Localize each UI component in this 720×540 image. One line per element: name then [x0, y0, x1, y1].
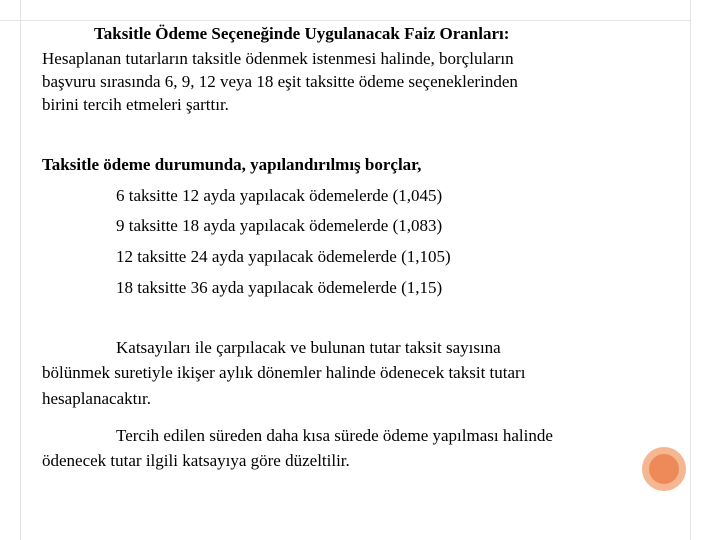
- frame-right-line: [690, 0, 691, 540]
- para2-line-2: bölünmek suretiyle ikişer aylık dönemler halinde ödenecek taksit tutarı: [42, 363, 526, 382]
- para3-line-2: ödenecek tutar ilgili katsayıya göre düzeltilir.: [42, 451, 350, 470]
- para3-line-1: Tercih edilen süreden daha kısa sürede ödeme yapılması halinde: [116, 426, 553, 445]
- frame-left-line: [20, 0, 21, 540]
- bold-statement: Taksitle ödeme durumunda, yapılandırılmış borçlar,: [42, 155, 422, 174]
- para2-line-3: hesaplanacaktır.: [42, 389, 152, 408]
- intro-line-1: Hesaplanan tutarların taksitle ödenmek istenmesi halinde, borçluların: [42, 49, 514, 68]
- slide-title: Taksitle Ödeme Seçeneğinde Uygulanacak Faiz Oranları:: [94, 24, 510, 43]
- rate-item-2: 9 taksitte 18 ayda yapılacak ödemelerde (1,083): [116, 216, 443, 235]
- rate-item-1: 6 taksitte 12 ayda yapılacak ödemelerde (1,045): [116, 186, 443, 205]
- rate-item-4: 18 taksitte 36 ayda yapılacak ödemelerde (1,15): [116, 278, 443, 297]
- intro-line-2: başvuru sırasında 6, 9, 12 veya 18 eşit taksitte ödeme seçeneklerinden: [42, 72, 518, 91]
- frame-top-line: [0, 20, 690, 21]
- decorative-circle-inner-icon: [649, 454, 679, 484]
- para2-line-1: Katsayıları ile çarpılacak ve bulunan tutar taksit sayısına: [116, 338, 501, 357]
- intro-line-3: birini tercih etmeleri şarttır.: [42, 95, 229, 114]
- rate-item-3: 12 taksitte 24 ayda yapılacak ödemelerde (1,105): [116, 247, 451, 266]
